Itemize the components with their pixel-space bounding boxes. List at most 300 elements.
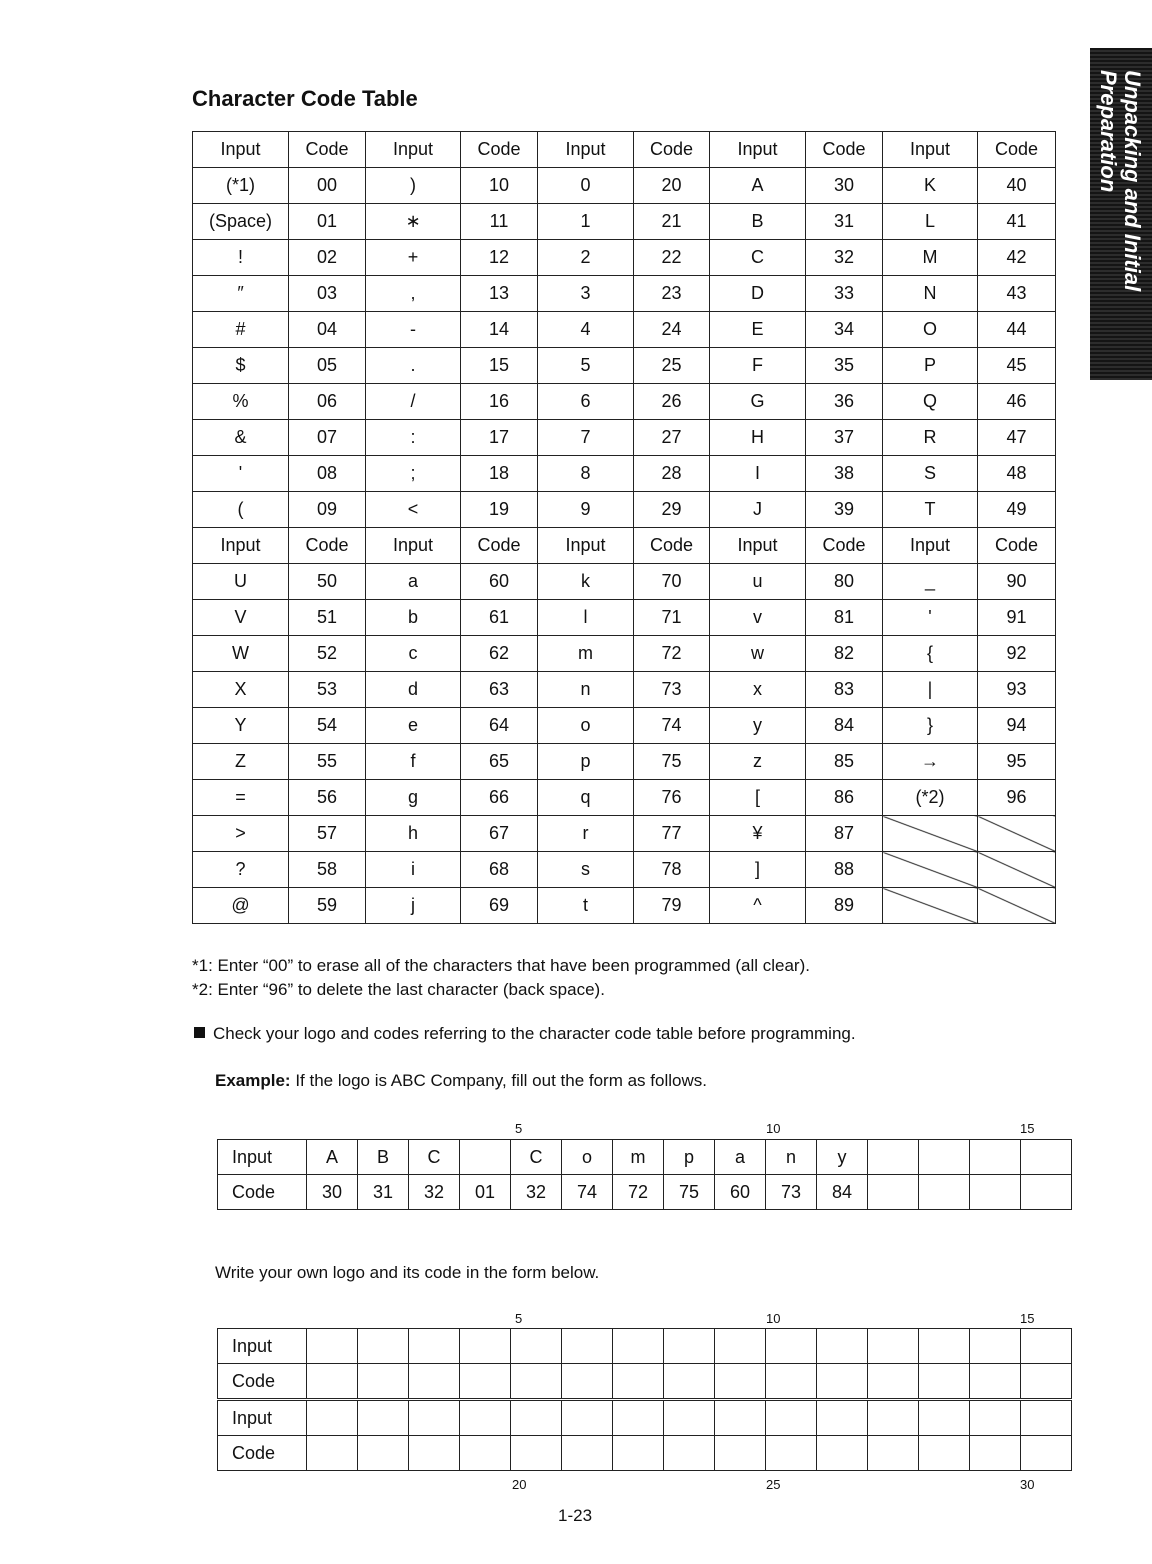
input-char-cell: [	[710, 780, 806, 816]
code-cell: 83	[806, 672, 883, 708]
row-label: Input	[218, 1329, 307, 1364]
code-cell: 15	[461, 348, 538, 384]
form-cell: 75	[664, 1175, 715, 1210]
table-row	[193, 240, 1056, 276]
column-header: Input	[366, 528, 461, 564]
code-cell: 74	[634, 708, 710, 744]
input-char-cell: j	[366, 888, 461, 924]
input-char-cell: x	[710, 672, 806, 708]
code-cell: 41	[978, 204, 1056, 240]
code-cell: 72	[634, 636, 710, 672]
own-logo-instruction: Write your own logo and its code in the form below.	[215, 1263, 600, 1282]
code-cell: 28	[634, 456, 710, 492]
code-cell: 67	[461, 816, 538, 852]
blank-form-cell[interactable]	[817, 1436, 868, 1471]
input-char-cell: }	[883, 708, 978, 744]
code-cell: 19	[461, 492, 538, 528]
code-cell: 06	[289, 384, 366, 420]
input-char-cell: I	[710, 456, 806, 492]
blank-form-cell[interactable]	[817, 1400, 868, 1436]
code-cell: 25	[634, 348, 710, 384]
input-char-cell: w	[710, 636, 806, 672]
example-form	[217, 1139, 1072, 1210]
input-char-cell: A	[710, 168, 806, 204]
form-cell: n	[766, 1140, 817, 1175]
input-char-cell: #	[193, 312, 289, 348]
blank-form-cell[interactable]	[613, 1364, 664, 1400]
column-header: Code	[978, 132, 1056, 168]
blank-form-cell[interactable]	[511, 1400, 562, 1436]
ruler-mark: 25	[766, 1477, 781, 1492]
input-char-cell: ^	[710, 888, 806, 924]
input-char-cell: +	[366, 240, 461, 276]
footnote-1: *1: Enter “00” to erase all of the characters that have been programmed (all clear).	[192, 956, 810, 975]
table-row	[193, 384, 1056, 420]
form-cell: C	[409, 1140, 460, 1175]
input-char-cell: 1	[538, 204, 634, 240]
section-tab-line-2: Preparation	[1096, 70, 1121, 193]
blank-form-cell[interactable]	[817, 1364, 868, 1400]
code-cell: 08	[289, 456, 366, 492]
blank-form-cell[interactable]	[868, 1364, 919, 1400]
input-char-cell: T	[883, 492, 978, 528]
code-cell: 59	[289, 888, 366, 924]
input-char-cell: Z	[193, 744, 289, 780]
input-char-cell: >	[193, 816, 289, 852]
code-cell: 29	[634, 492, 710, 528]
blank-form-cell[interactable]	[307, 1329, 358, 1364]
input-char-cell: (*1)	[193, 168, 289, 204]
code-cell: 60	[461, 564, 538, 600]
code-cell: 27	[634, 420, 710, 456]
form-cell: 32	[409, 1175, 460, 1210]
code-cell: 17	[461, 420, 538, 456]
blank-form-cell[interactable]	[919, 1436, 970, 1471]
blank-form-cell[interactable]	[460, 1400, 511, 1436]
code-cell: 71	[634, 600, 710, 636]
table-row	[193, 816, 1056, 852]
row-label: Code	[218, 1175, 307, 1210]
code-cell: 76	[634, 780, 710, 816]
unused-cell	[883, 852, 978, 888]
blank-form-cell[interactable]	[358, 1364, 409, 1400]
input-char-cell: ,	[366, 276, 461, 312]
input-char-cell: a	[366, 564, 461, 600]
input-char-cell: b	[366, 600, 461, 636]
blank-form-cell[interactable]	[511, 1329, 562, 1364]
code-cell: 54	[289, 708, 366, 744]
form-cell: 72	[613, 1175, 664, 1210]
code-cell: 05	[289, 348, 366, 384]
input-char-cell: =	[193, 780, 289, 816]
code-cell: 46	[978, 384, 1056, 420]
form-cell: 31	[358, 1175, 409, 1210]
blank-form-cell[interactable]	[1021, 1436, 1072, 1471]
input-char-cell: ¥	[710, 816, 806, 852]
code-cell: 93	[978, 672, 1056, 708]
code-cell: 56	[289, 780, 366, 816]
code-cell: 69	[461, 888, 538, 924]
table-row	[193, 744, 1056, 780]
code-cell: 16	[461, 384, 538, 420]
input-char-cell: ∗	[366, 204, 461, 240]
blank-form-cell[interactable]	[409, 1400, 460, 1436]
character-code-table	[192, 131, 1056, 924]
own-logo-form	[217, 1328, 1072, 1471]
blank-form-cell[interactable]	[460, 1329, 511, 1364]
form-cell: 74	[562, 1175, 613, 1210]
form-cell	[868, 1140, 919, 1175]
example-input-row	[218, 1140, 1072, 1175]
blank-form-cell[interactable]	[409, 1364, 460, 1400]
blank-form-cell[interactable]	[766, 1364, 817, 1400]
input-char-cell: G	[710, 384, 806, 420]
column-header: Code	[461, 132, 538, 168]
code-cell: 42	[978, 240, 1056, 276]
blank-form-cell[interactable]	[664, 1329, 715, 1364]
column-header: Input	[883, 528, 978, 564]
column-header: Code	[978, 528, 1056, 564]
code-cell: 51	[289, 600, 366, 636]
code-cell: 26	[634, 384, 710, 420]
blank-form-cell[interactable]	[868, 1400, 919, 1436]
input-char-cell: H	[710, 420, 806, 456]
input-char-cell: 3	[538, 276, 634, 312]
input-char-cell: .	[366, 348, 461, 384]
blank-form-cell[interactable]	[613, 1400, 664, 1436]
code-cell: 38	[806, 456, 883, 492]
ruler-mark: 15	[1020, 1311, 1035, 1326]
blank-form-cell[interactable]	[766, 1400, 817, 1436]
blank-form-cell[interactable]	[409, 1329, 460, 1364]
code-cell: 04	[289, 312, 366, 348]
row-label: Code	[218, 1364, 307, 1400]
column-header: Input	[710, 132, 806, 168]
code-cell: 65	[461, 744, 538, 780]
code-cell: 00	[289, 168, 366, 204]
blank-form-cell[interactable]	[358, 1436, 409, 1471]
input-char-cell: @	[193, 888, 289, 924]
column-header: Input	[538, 528, 634, 564]
blank-form-cell[interactable]	[715, 1436, 766, 1471]
blank-form-cell[interactable]	[1021, 1400, 1072, 1436]
blank-form-cell[interactable]	[919, 1364, 970, 1400]
code-cell: 37	[806, 420, 883, 456]
input-char-cell: :	[366, 420, 461, 456]
code-cell: 20	[634, 168, 710, 204]
input-char-cell: {	[883, 636, 978, 672]
ruler-mark: 10	[766, 1311, 781, 1326]
blank-form-cell[interactable]	[766, 1436, 817, 1471]
form-cell	[1021, 1140, 1072, 1175]
table-row	[193, 168, 1056, 204]
instruction-bullet	[194, 1024, 856, 1044]
input-char-cell: 7	[538, 420, 634, 456]
blank-form-cell[interactable]	[460, 1364, 511, 1400]
input-char-cell: ]	[710, 852, 806, 888]
blank-form-cell[interactable]	[613, 1329, 664, 1364]
blank-form-cell[interactable]	[970, 1329, 1021, 1364]
code-cell: 80	[806, 564, 883, 600]
code-cell: 32	[806, 240, 883, 276]
input-char-cell: s	[538, 852, 634, 888]
code-cell: 23	[634, 276, 710, 312]
blank-form-cell[interactable]	[766, 1329, 817, 1364]
input-char-cell: ″	[193, 276, 289, 312]
blank-form-cell[interactable]	[307, 1400, 358, 1436]
input-char-cell: ?	[193, 852, 289, 888]
blank-form-cell[interactable]	[919, 1400, 970, 1436]
code-cell: 88	[806, 852, 883, 888]
code-cell: 02	[289, 240, 366, 276]
unused-cell	[978, 852, 1056, 888]
input-char-cell: d	[366, 672, 461, 708]
code-cell: 96	[978, 780, 1056, 816]
code-cell: 55	[289, 744, 366, 780]
form-cell: 60	[715, 1175, 766, 1210]
ruler-mark: 20	[512, 1477, 527, 1492]
input-char-cell: n	[538, 672, 634, 708]
input-char-cell: z	[710, 744, 806, 780]
blank-form-cell[interactable]	[613, 1436, 664, 1471]
form-row	[218, 1364, 1072, 1400]
form-cell	[970, 1175, 1021, 1210]
blank-form-cell[interactable]	[715, 1400, 766, 1436]
input-char-cell: |	[883, 672, 978, 708]
input-char-cell: /	[366, 384, 461, 420]
code-cell: 43	[978, 276, 1056, 312]
code-cell: 68	[461, 852, 538, 888]
form-row	[218, 1436, 1072, 1471]
input-char-cell: O	[883, 312, 978, 348]
input-char-cell: B	[710, 204, 806, 240]
input-char-cell: V	[193, 600, 289, 636]
form-cell: 84	[817, 1175, 868, 1210]
input-char-cell: 5	[538, 348, 634, 384]
column-header: Code	[289, 528, 366, 564]
input-char-cell: 2	[538, 240, 634, 276]
form-cell	[970, 1140, 1021, 1175]
code-cell: 77	[634, 816, 710, 852]
blank-form-cell[interactable]	[358, 1329, 409, 1364]
table-row	[193, 780, 1056, 816]
code-cell: 18	[461, 456, 538, 492]
table-row	[193, 708, 1056, 744]
input-char-cell: 4	[538, 312, 634, 348]
column-header: Input	[710, 528, 806, 564]
input-char-cell: R	[883, 420, 978, 456]
blank-form-cell[interactable]	[970, 1400, 1021, 1436]
input-char-cell: C	[710, 240, 806, 276]
blank-form-cell[interactable]	[868, 1329, 919, 1364]
code-cell: 47	[978, 420, 1056, 456]
code-cell: 49	[978, 492, 1056, 528]
input-char-cell: X	[193, 672, 289, 708]
blank-form-cell[interactable]	[511, 1364, 562, 1400]
table-row	[193, 888, 1056, 924]
form-cell: 32	[511, 1175, 562, 1210]
blank-form-cell[interactable]	[817, 1329, 868, 1364]
form-cell: a	[715, 1140, 766, 1175]
unused-cell	[978, 816, 1056, 852]
example-line	[215, 1071, 707, 1091]
input-char-cell: 9	[538, 492, 634, 528]
form-row	[218, 1400, 1072, 1436]
square-bullet-icon	[194, 1027, 205, 1038]
blank-form-cell[interactable]	[919, 1329, 970, 1364]
code-cell: 11	[461, 204, 538, 240]
blank-form-cell[interactable]	[868, 1436, 919, 1471]
column-header: Input	[193, 528, 289, 564]
blank-form-cell[interactable]	[970, 1364, 1021, 1400]
table-row	[193, 348, 1056, 384]
column-header: Input	[883, 132, 978, 168]
code-cell: 92	[978, 636, 1056, 672]
row-label: Code	[218, 1436, 307, 1471]
code-cell: 21	[634, 204, 710, 240]
form-cell	[919, 1175, 970, 1210]
example-text: If the logo is ABC Company, fill out the form as follows.	[290, 1071, 707, 1090]
code-cell: 13	[461, 276, 538, 312]
blank-form-cell[interactable]	[1021, 1329, 1072, 1364]
input-char-cell: Q	[883, 384, 978, 420]
footnotes	[192, 954, 810, 1002]
code-cell: 39	[806, 492, 883, 528]
blank-form-cell[interactable]	[562, 1329, 613, 1364]
unused-cell	[883, 888, 978, 924]
input-char-cell: r	[538, 816, 634, 852]
code-cell: 35	[806, 348, 883, 384]
input-char-cell: l	[538, 600, 634, 636]
table-row	[193, 312, 1056, 348]
input-char-cell: 0	[538, 168, 634, 204]
blank-form-cell[interactable]	[562, 1400, 613, 1436]
code-cell: 30	[806, 168, 883, 204]
column-header: Code	[806, 132, 883, 168]
form-cell	[1021, 1175, 1072, 1210]
column-header: Input	[193, 132, 289, 168]
code-cell: 40	[978, 168, 1056, 204]
blank-form-cell[interactable]	[307, 1364, 358, 1400]
input-char-cell: h	[366, 816, 461, 852]
table-header-row	[193, 132, 1056, 168]
input-char-cell: (	[193, 492, 289, 528]
blank-form-cell[interactable]	[1021, 1364, 1072, 1400]
form-cell: 01	[460, 1175, 511, 1210]
input-char-cell: '	[193, 456, 289, 492]
table-header-row	[193, 528, 1056, 564]
code-cell: 82	[806, 636, 883, 672]
code-cell: 85	[806, 744, 883, 780]
code-cell: 78	[634, 852, 710, 888]
code-cell: 63	[461, 672, 538, 708]
input-char-cell: S	[883, 456, 978, 492]
code-cell: 12	[461, 240, 538, 276]
code-cell: 31	[806, 204, 883, 240]
table-row	[193, 276, 1056, 312]
code-cell: 86	[806, 780, 883, 816]
blank-form-cell[interactable]	[664, 1400, 715, 1436]
code-cell: 66	[461, 780, 538, 816]
code-cell: 87	[806, 816, 883, 852]
input-char-cell: o	[538, 708, 634, 744]
input-char-cell: f	[366, 744, 461, 780]
blank-form-cell[interactable]	[511, 1436, 562, 1471]
input-char-cell: ;	[366, 456, 461, 492]
table-row	[193, 492, 1056, 528]
column-header: Code	[806, 528, 883, 564]
ruler-mark: 30	[1020, 1477, 1035, 1492]
row-label: Input	[218, 1140, 307, 1175]
input-char-cell: t	[538, 888, 634, 924]
input-char-cell: W	[193, 636, 289, 672]
code-cell: 73	[634, 672, 710, 708]
ruler-mark: 5	[515, 1121, 523, 1136]
blank-form-cell[interactable]	[970, 1436, 1021, 1471]
table-row	[193, 564, 1056, 600]
input-char-cell: 8	[538, 456, 634, 492]
input-char-cell: q	[538, 780, 634, 816]
form-cell: B	[358, 1140, 409, 1175]
code-cell: 70	[634, 564, 710, 600]
form-cell	[460, 1140, 511, 1175]
column-header: Input	[538, 132, 634, 168]
ruler-mark: 10	[766, 1121, 781, 1136]
input-char-cell: Y	[193, 708, 289, 744]
input-char-cell: →	[883, 744, 978, 780]
blank-form-cell[interactable]	[715, 1329, 766, 1364]
blank-form-cell[interactable]	[358, 1400, 409, 1436]
input-char-cell: !	[193, 240, 289, 276]
blank-form-cell[interactable]	[664, 1364, 715, 1400]
input-char-cell: %	[193, 384, 289, 420]
input-char-cell: _	[883, 564, 978, 600]
input-char-cell: N	[883, 276, 978, 312]
blank-form-cell[interactable]	[715, 1364, 766, 1400]
code-cell: 90	[978, 564, 1056, 600]
blank-form-cell[interactable]	[460, 1436, 511, 1471]
input-char-cell: -	[366, 312, 461, 348]
code-cell: 95	[978, 744, 1056, 780]
input-char-cell: i	[366, 852, 461, 888]
form-cell: y	[817, 1140, 868, 1175]
table-row	[193, 672, 1056, 708]
page-number: 1-23	[558, 1506, 593, 1525]
blank-form-cell[interactable]	[562, 1436, 613, 1471]
example-label: Example:	[215, 1071, 291, 1090]
code-cell: 48	[978, 456, 1056, 492]
code-cell: 36	[806, 384, 883, 420]
unused-cell	[883, 816, 978, 852]
code-cell: 24	[634, 312, 710, 348]
blank-form-cell[interactable]	[409, 1436, 460, 1471]
form-cell: 73	[766, 1175, 817, 1210]
input-char-cell: E	[710, 312, 806, 348]
input-char-cell: )	[366, 168, 461, 204]
column-header: Code	[461, 528, 538, 564]
input-char-cell: 6	[538, 384, 634, 420]
input-char-cell: y	[710, 708, 806, 744]
column-header: Code	[289, 132, 366, 168]
code-cell: 53	[289, 672, 366, 708]
input-char-cell: p	[538, 744, 634, 780]
input-char-cell: k	[538, 564, 634, 600]
blank-form-cell[interactable]	[664, 1436, 715, 1471]
section-tab-label	[1096, 70, 1145, 370]
blank-form-cell[interactable]	[307, 1436, 358, 1471]
ruler-mark: 5	[515, 1311, 523, 1326]
blank-form-cell[interactable]	[562, 1364, 613, 1400]
